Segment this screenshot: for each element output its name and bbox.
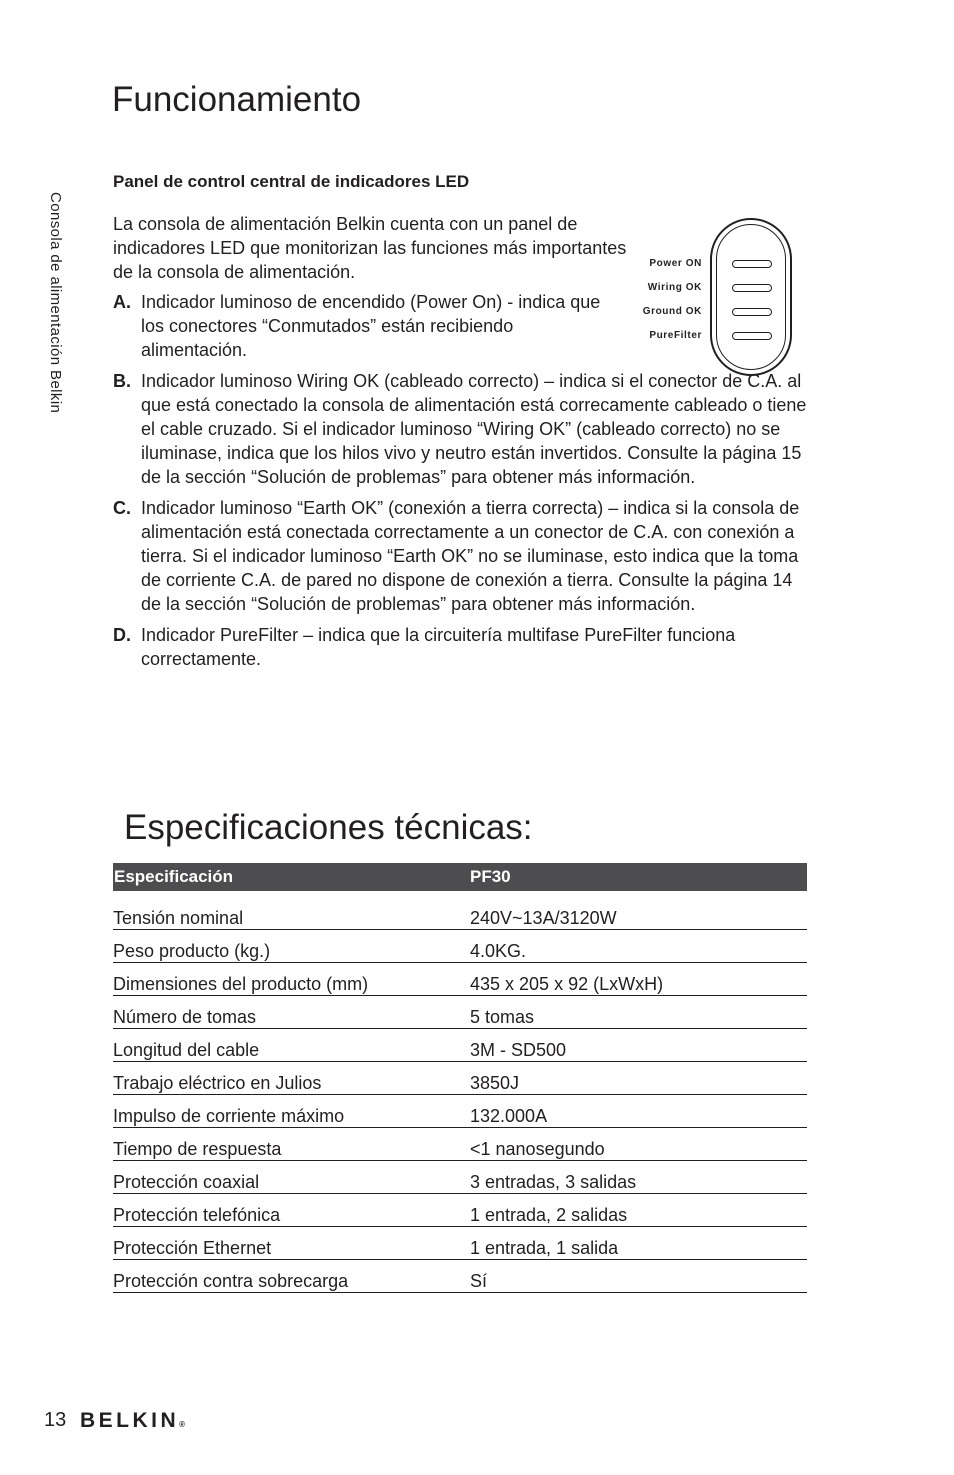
panel-inner-outline [716,224,786,370]
column-header: Especificación [113,863,470,891]
table-row [113,1227,807,1260]
table-row [113,996,807,1029]
spec-name-cell: Peso producto (kg.) [113,930,470,963]
side-label-text: Consola de alimentación Belkin [47,192,64,414]
spec-name-cell: Longitud del cable [113,1029,470,1062]
page-number: 13 [44,1409,67,1431]
table-row [113,1095,807,1128]
led-row-power [638,258,798,272]
list-letter: C. [113,498,131,518]
led-panel-illustration [638,218,798,378]
spec-value-cell: 1 entrada, 1 salida [470,1227,807,1260]
list-item-b [113,369,813,489]
spec-value-cell: 3 entradas, 3 salidas [470,1161,807,1194]
list-text: Indicador luminoso “Earth OK” (conexión a tierra correcta) – indica si la consola de alimentación está conectada correctamente a un conector de C.A. con conexión a tierra. Si el indicador luminoso “Earth OK” no se iluminase, esto indica que la toma de corriente C.A. de pared no dispone de conexión a tierra. Consulte la página 14 de la sección “Solución de problemas” para obtener más información. [141,498,800,614]
led-label: Power ON [649,258,702,269]
led-label: PureFilter [649,330,702,341]
spec-value-cell: 435 x 205 x 92 (LxWxH) [470,963,807,996]
section-title-funcionamiento: Funcionamiento [112,80,362,119]
logo-text: BELKIN [80,1409,180,1432]
spec-table-header [113,863,807,891]
list-text: Indicador luminoso Wiring OK (cableado correcto) – indica si el conector de C.A. al que está conectado la consola de alimentación está correcamente cableado o tiene el cable cruzado. Si el indicador luminoso “Wiring OK” (cableado correcto) no se iluminase, indica que los hilos vivo y neutro están invertidos. Consulte la página 15 de la sección “Solución de problemas” para obtener más información. [141,371,807,487]
list-letter: D. [113,625,131,645]
spec-value-cell: 240V~13A/3120W [470,891,807,930]
led-label: Ground OK [642,306,702,317]
list-letter: A. [113,292,131,312]
spec-name-cell: Protección Ethernet [113,1227,470,1260]
list-text: Indicador PureFilter – indica que la circuitería multifase PureFilter funciona correctamente. [141,625,736,669]
section-title-especificaciones: Especificaciones técnicas: [124,808,533,847]
spec-name-cell: Tiempo de respuesta [113,1128,470,1161]
spec-name-cell: Protección telefónica [113,1194,470,1227]
spec-name-cell: Número de tomas [113,996,470,1029]
spec-name-cell: Tensión nominal [113,891,470,930]
registered-mark: ® [179,1420,186,1429]
spec-value-cell: 1 entrada, 2 salidas [470,1194,807,1227]
table-row [113,930,807,963]
spec-value-cell: 132.000A [470,1095,807,1128]
column-header: PF30 [470,863,807,891]
spec-table [113,863,807,1293]
led-indicator-icon [732,284,772,292]
led-indicator-icon [732,260,772,268]
spec-name-cell: Trabajo eléctrico en Julios [113,1062,470,1095]
spec-value-cell: 4.0KG. [470,930,807,963]
spec-value-cell: <1 nanosegundo [470,1128,807,1161]
intro-paragraph: La consola de alimentación Belkin cuenta con un panel de indicadores LED que monitorizan las funciones más importantes de la consola de alimentación. [113,214,627,282]
spec-value-cell: 5 tomas [470,996,807,1029]
side-running-label [48,192,68,472]
table-row [113,891,807,930]
led-row-purefilter [638,330,798,344]
spec-value-cell: 3M - SD500 [470,1029,807,1062]
table-row [113,963,807,996]
list-item-c [113,496,813,616]
led-row-ground [638,306,798,320]
spec-name-cell: Protección contra sobrecarga [113,1260,470,1293]
spec-value-cell: Sí [470,1260,807,1293]
spec-name-cell: Protección coaxial [113,1161,470,1194]
spec-value-cell: 3850J [470,1062,807,1095]
table-row [113,1194,807,1227]
table-row [113,1029,807,1062]
led-indicator-icon [732,308,772,316]
table-row [113,1161,807,1194]
table-row [113,1260,807,1293]
subsection-title: Panel de control central de indicadores LED [113,172,470,191]
belkin-logo [80,1409,185,1433]
table-row [113,1062,807,1095]
list-item-d [113,623,813,671]
spec-name-cell: Impulso de corriente máximo [113,1095,470,1128]
led-label: Wiring OK [647,282,702,293]
table-row [113,1128,807,1161]
list-text: Indicador luminoso de encendido (Power On) - indica que los conectores “Conmutados” están recibiendo alimentación. [141,292,601,360]
led-indicator-icon [732,332,772,340]
led-row-wiring [638,282,798,296]
spec-name-cell: Dimensiones del producto (mm) [113,963,470,996]
list-letter: B. [113,371,131,391]
